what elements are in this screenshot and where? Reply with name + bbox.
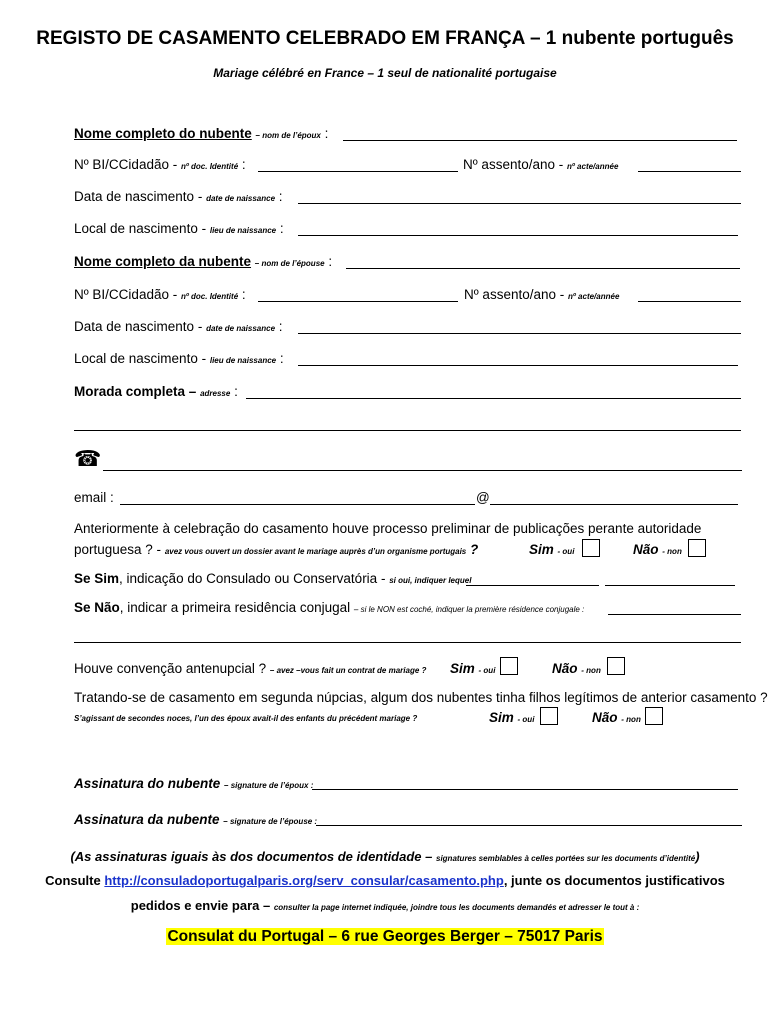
consulate-address: Consulat du Portugal – 6 rue Georges Berger – 75017 Paris	[167, 928, 603, 945]
if-no-text: , indicar a primeira residência conjugal	[119, 600, 351, 615]
bride-assento-label: Nº assento/ano -	[464, 287, 565, 302]
email-domain-field[interactable]	[490, 504, 738, 505]
colon: :	[279, 351, 284, 366]
signature-note	[0, 849, 770, 864]
if-no-fr: – si le NON est coché, indiquer la première résidence conjugale :	[353, 605, 585, 614]
prior-no-fr: - non	[662, 547, 682, 556]
bride-assento-fr: nº acte/année	[568, 292, 620, 301]
bride-id-row	[74, 287, 246, 302]
groom-birthplace-row	[74, 221, 284, 236]
bride-signature-field[interactable]	[316, 825, 742, 826]
if-yes-bold: Se Sim	[74, 571, 120, 586]
colon: :	[324, 126, 329, 141]
bride-birthplace-fr: lieu de naissance	[209, 356, 277, 365]
prenup-yes-checkbox[interactable]	[500, 657, 518, 675]
groom-signature-row	[74, 776, 313, 791]
groom-birthdate-field[interactable]	[298, 203, 741, 204]
groom-name-field[interactable]	[343, 140, 737, 141]
bride-birthdate-fr: date de naissance	[206, 324, 276, 333]
prenup-row	[74, 661, 426, 676]
groom-birthdate-row	[74, 189, 283, 204]
if-yes-row	[74, 571, 471, 586]
bride-signature-fr: – signature de l’épouse :	[223, 817, 318, 826]
second-yes-label-row	[489, 710, 534, 725]
consult-prefix: Consulte	[45, 873, 101, 888]
prior-yes-label-row	[529, 542, 574, 557]
colon: :	[278, 319, 283, 334]
if-no-row	[74, 600, 584, 615]
groom-birthplace-field[interactable]	[298, 235, 738, 236]
address-row	[74, 384, 238, 399]
prenup-no-fr: - non	[581, 666, 601, 675]
groom-birthdate-label: Data de nascimento -	[74, 189, 203, 204]
prenup-no-label: Não	[552, 661, 578, 676]
send-label: pedidos e envie para –	[130, 898, 271, 913]
second-no-checkbox[interactable]	[645, 707, 663, 725]
bride-birthplace-label: Local de nascimento -	[74, 351, 207, 366]
address-fr: adresse	[200, 389, 231, 398]
groom-assento-row	[463, 157, 618, 172]
signature-note-open: (As assinaturas iguais às dos documentos de identidade –	[70, 849, 433, 864]
groom-assento-label: Nº assento/ano -	[463, 157, 564, 172]
page-title: REGISTO DE CASAMENTO CELEBRADO EM FRANÇA – 1 nubente português	[36, 28, 734, 49]
prior-no-label-row	[633, 542, 682, 557]
first-residence-field-line2[interactable]	[74, 642, 741, 643]
second-no-label-row	[592, 710, 641, 725]
bride-assento-field[interactable]	[638, 301, 741, 302]
colon: :	[234, 384, 238, 399]
groom-id-label: Nº BI/CCidadão -	[74, 157, 178, 172]
prior-yes-fr: - oui	[557, 547, 575, 556]
bride-name-row	[74, 254, 332, 269]
bride-assento-row	[464, 287, 619, 302]
groom-name-label: Nome completo do nubente	[74, 126, 252, 141]
groom-signature-label: Assinatura do nubente	[74, 776, 221, 791]
groom-id-fr: nº doc. Identité	[181, 162, 239, 171]
signature-note-close: )	[695, 849, 700, 864]
if-no-bold: Se Não	[74, 600, 120, 615]
bride-birthdate-field[interactable]	[298, 333, 741, 334]
second-no-label: Não	[592, 710, 618, 725]
groom-signature-fr: – signature de l’époux :	[224, 781, 314, 790]
send-line	[0, 898, 770, 913]
if-yes-text: , indicação do Consulado ou Conservatória -	[119, 571, 386, 586]
prenup-no-label-row	[552, 661, 601, 676]
prior-process-fr: avez vous ouvert un dossier avant le mariage auprès d’un organisme portugais	[164, 547, 467, 556]
groom-name-fr: – nom de l’époux	[255, 131, 321, 140]
address-field-line2[interactable]	[74, 430, 741, 431]
groom-assento-field[interactable]	[638, 171, 741, 172]
bride-id-fr: nº doc. Identité	[181, 292, 239, 301]
prior-no-label: Não	[633, 542, 659, 557]
address-field[interactable]	[246, 398, 741, 399]
second-yes-fr: - oui	[517, 715, 535, 724]
consulate-link[interactable]: http://consuladoportugalparis.org/serv_consular/casamento.php	[104, 873, 504, 888]
phone-field[interactable]	[103, 470, 742, 471]
bride-id-label: Nº BI/CCidadão -	[74, 287, 178, 302]
prior-process-question: Anteriormente à celebração do casamento houve processo preliminar de publicações perante autoridade	[74, 521, 702, 536]
groom-signature-field[interactable]	[312, 789, 738, 790]
groom-birthdate-fr: date de naissance	[206, 194, 276, 203]
bride-signature-row	[74, 812, 317, 827]
conservatoria-field[interactable]	[605, 585, 735, 586]
if-yes-fr: si oui, indiquer lequel	[389, 576, 472, 585]
prenup-yes-fr: - oui	[478, 666, 496, 675]
email-label: email :	[74, 490, 114, 505]
consult-line	[0, 873, 770, 888]
colon: :	[278, 189, 283, 204]
bride-birthdate-row	[74, 319, 283, 334]
groom-id-row	[74, 157, 246, 172]
colon: :	[241, 287, 246, 302]
consulate-address-line	[0, 928, 770, 946]
telephone-icon: ☎	[74, 446, 102, 471]
groom-name-row	[74, 126, 328, 141]
send-fr: consulter la page internet indiquée, joindre tous les documents demandés et adresser le tout à :	[273, 903, 640, 912]
prior-no-checkbox[interactable]	[688, 539, 706, 557]
second-yes-label: Sim	[489, 710, 514, 725]
groom-birthplace-fr: lieu de naissance	[209, 226, 277, 235]
prior-process-q: ?	[470, 542, 479, 557]
bride-name-fr: – nom de l’épouse	[254, 259, 325, 268]
prior-yes-checkbox[interactable]	[582, 539, 600, 557]
prenup-yes-label-row	[450, 661, 495, 676]
colon: :	[241, 157, 246, 172]
groom-assento-fr: nº acte/année	[567, 162, 619, 171]
second-marriage-question: Tratando-se de casamento em segunda núpcias, algum dos nubentes tinha filhos legítimos de anterior casamento ?	[74, 690, 768, 705]
bride-birthplace-row	[74, 351, 284, 366]
prior-yes-label: Sim	[529, 542, 554, 557]
prenup-fr: – avez –vous fait un contrat de mariage ?	[269, 666, 427, 675]
second-no-fr: - non	[621, 715, 641, 724]
bride-birthdate-label: Data de nascimento -	[74, 319, 203, 334]
page-subtitle: Mariage célébré en France – 1 seul de nationalité portugaise	[213, 66, 557, 80]
colon: :	[328, 254, 333, 269]
bride-signature-label: Assinatura da nubente	[74, 812, 220, 827]
prior-process-line2: portuguesa ? -	[74, 542, 162, 557]
groom-birthplace-label: Local de nascimento -	[74, 221, 207, 236]
email-user-field[interactable]	[120, 504, 475, 505]
bride-birthplace-field[interactable]	[298, 365, 738, 366]
bride-name-field[interactable]	[346, 268, 740, 269]
address-label: Morada completa –	[74, 384, 197, 399]
prior-process-row	[74, 542, 478, 557]
second-marriage-fr: S’agissant de secondes noces, l’un des époux avait-il des enfants du précédent mariage ?	[74, 714, 418, 723]
groom-id-field[interactable]	[258, 171, 458, 172]
second-yes-checkbox[interactable]	[540, 707, 558, 725]
prenup-yes-label: Sim	[450, 661, 475, 676]
first-residence-field[interactable]	[608, 614, 741, 615]
signature-note-fr: signatures semblables à celles portées sur les documents d’identité	[436, 854, 696, 863]
bride-name-label: Nome completo da nubente	[74, 254, 252, 269]
email-at-sign: @	[476, 490, 490, 505]
consult-suffix: , junte os documentos justificativos	[503, 873, 725, 888]
prenup-no-checkbox[interactable]	[607, 657, 625, 675]
consulate-field[interactable]	[466, 585, 599, 586]
colon: :	[279, 221, 284, 236]
prenup-label: Houve convenção antenupcial ?	[74, 661, 267, 676]
bride-id-field[interactable]	[258, 301, 458, 302]
